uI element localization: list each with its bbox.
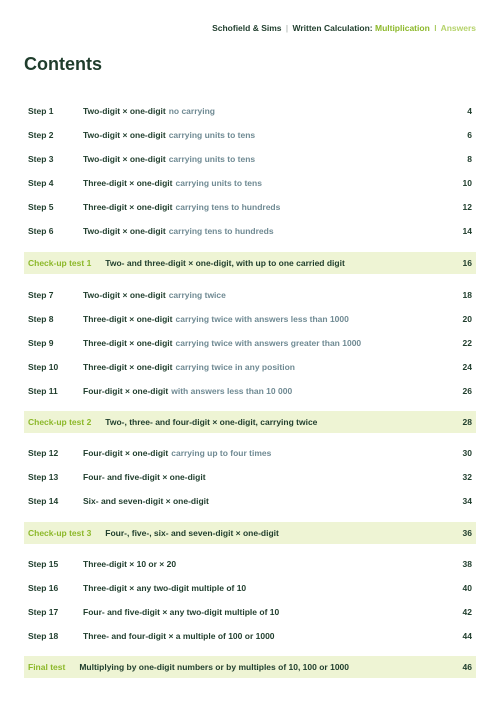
step-label: Step 7 bbox=[28, 290, 54, 300]
page-number: 36 bbox=[462, 528, 472, 538]
step-label: Step 6 bbox=[28, 226, 54, 236]
row-topic: Two-digit × one-digit bbox=[83, 154, 166, 164]
header-publisher: Schofield & Sims bbox=[212, 23, 282, 33]
page-number: 8 bbox=[467, 154, 472, 164]
row-topic: Three-digit × 10 or × 20 bbox=[83, 559, 177, 569]
checkup-label: Check-up test 1 bbox=[28, 258, 92, 268]
contents-row[interactable] bbox=[24, 124, 476, 146]
page-number: 46 bbox=[462, 662, 472, 672]
contents-row[interactable] bbox=[24, 625, 476, 647]
checkup-row[interactable] bbox=[24, 656, 476, 678]
contents-row[interactable] bbox=[24, 196, 476, 218]
running-header bbox=[212, 23, 476, 33]
contents-row[interactable] bbox=[24, 490, 476, 512]
checkup-row[interactable] bbox=[24, 522, 476, 544]
row-topic: Four-digit × one-digit bbox=[83, 448, 169, 458]
row-topic: Three- and four-digit × a multiple of 100 or 1000 bbox=[83, 631, 275, 641]
page-number: 12 bbox=[462, 202, 472, 212]
row-description: carrying tens to hundreds bbox=[175, 202, 281, 212]
step-label: Step 8 bbox=[28, 314, 54, 324]
page-number: 40 bbox=[462, 583, 472, 593]
step-label: Step 4 bbox=[28, 178, 54, 188]
row-topic: Four- and five-digit × any two-digit multiple of 10 bbox=[83, 607, 280, 617]
row-topic: Six- and seven-digit × one-digit bbox=[83, 496, 209, 506]
row-topic: Multiplying by one-digit numbers or by multiples of 10, 100 or 1000 bbox=[79, 662, 350, 672]
step-label: Step 17 bbox=[28, 607, 59, 617]
contents-row[interactable] bbox=[24, 148, 476, 170]
contents-row[interactable] bbox=[24, 284, 476, 306]
step-label: Step 5 bbox=[28, 202, 54, 212]
row-description: carrying twice with answers greater than 1000 bbox=[175, 338, 362, 348]
contents-row[interactable] bbox=[24, 172, 476, 194]
contents-row[interactable] bbox=[24, 601, 476, 623]
row-topic: Three-digit × one-digit bbox=[83, 178, 173, 188]
header-book: Answers bbox=[440, 23, 476, 33]
checkup-label: Check-up test 2 bbox=[28, 417, 92, 427]
page-number: 26 bbox=[462, 386, 472, 396]
step-label: Step 9 bbox=[28, 338, 54, 348]
contents-row[interactable] bbox=[24, 380, 476, 402]
contents-row[interactable] bbox=[24, 577, 476, 599]
page-number: 42 bbox=[462, 607, 472, 617]
page-number: 16 bbox=[462, 258, 472, 268]
page-number: 38 bbox=[462, 559, 472, 569]
checkup-label: Check-up test 3 bbox=[28, 528, 92, 538]
page-number: 28 bbox=[462, 417, 472, 427]
step-label: Step 10 bbox=[28, 362, 59, 372]
page-number: 20 bbox=[462, 314, 472, 324]
page-number: 6 bbox=[467, 130, 472, 140]
step-label: Step 14 bbox=[28, 496, 59, 506]
row-topic: Two-digit × one-digit bbox=[83, 106, 166, 116]
row-description: no carrying bbox=[168, 106, 215, 116]
row-description: with answers less than 10 000 bbox=[171, 386, 293, 396]
row-topic: Three-digit × any two-digit multiple of 10 bbox=[83, 583, 247, 593]
contents-row[interactable] bbox=[24, 220, 476, 242]
step-label: Step 3 bbox=[28, 154, 54, 164]
contents-row[interactable] bbox=[24, 332, 476, 354]
contents-row[interactable] bbox=[24, 466, 476, 488]
contents-row[interactable] bbox=[24, 553, 476, 575]
step-label: Step 1 bbox=[28, 106, 54, 116]
header-series: Written Calculation: bbox=[292, 23, 373, 33]
step-label: Step 15 bbox=[28, 559, 59, 569]
step-label: Step 11 bbox=[28, 386, 58, 396]
header-subject: Multiplication bbox=[374, 23, 430, 33]
step-label: Step 12 bbox=[28, 448, 59, 458]
header-separator: I bbox=[434, 23, 437, 33]
page-number: 22 bbox=[462, 338, 472, 348]
step-label: Step 16 bbox=[28, 583, 59, 593]
page-number: 30 bbox=[462, 448, 472, 458]
contents-row[interactable] bbox=[24, 356, 476, 378]
contents-row[interactable] bbox=[24, 308, 476, 330]
page-number: 32 bbox=[462, 472, 472, 482]
row-description: carrying twice bbox=[168, 290, 226, 300]
row-topic: Three-digit × one-digit bbox=[83, 314, 173, 324]
row-description: carrying tens to hundreds bbox=[168, 226, 274, 236]
checkup-label: Final test bbox=[28, 662, 66, 672]
row-topic: Four-digit × one-digit bbox=[83, 386, 169, 396]
row-description: carrying units to tens bbox=[175, 178, 262, 188]
row-topic: Four- and five-digit × one-digit bbox=[83, 472, 206, 482]
contents-row[interactable] bbox=[24, 100, 476, 122]
page-number: 4 bbox=[467, 106, 472, 116]
header-separator: | bbox=[285, 23, 289, 33]
row-topic: Two-digit × one-digit bbox=[83, 130, 166, 140]
page-number: 34 bbox=[462, 496, 472, 506]
row-topic: Three-digit × one-digit bbox=[83, 338, 173, 348]
row-topic: Two-digit × one-digit bbox=[83, 290, 166, 300]
row-description: carrying units to tens bbox=[168, 130, 256, 140]
checkup-row[interactable] bbox=[24, 252, 476, 274]
page-number: 10 bbox=[462, 178, 472, 188]
page-number: 18 bbox=[462, 290, 472, 300]
row-description: carrying twice in any position bbox=[175, 362, 295, 372]
row-description: carrying units to tens bbox=[168, 154, 256, 164]
page-title: Contents bbox=[24, 54, 102, 74]
row-topic: Three-digit × one-digit bbox=[83, 202, 173, 212]
row-topic: Two-, three- and four-digit × one-digit, carrying twice bbox=[105, 417, 318, 427]
row-topic: Three-digit × one-digit bbox=[83, 362, 173, 372]
page-number: 44 bbox=[462, 631, 472, 641]
contents-row[interactable] bbox=[24, 442, 476, 464]
row-topic: Two- and three-digit × one-digit, with up to one carried digit bbox=[105, 258, 345, 268]
page-number: 24 bbox=[462, 362, 472, 372]
step-label: Step 13 bbox=[28, 472, 59, 482]
step-label: Step 18 bbox=[28, 631, 59, 641]
row-description: carrying twice with answers less than 1000 bbox=[175, 314, 349, 324]
row-topic: Four-, five-, six- and seven-digit × one-digit bbox=[105, 528, 279, 538]
checkup-row[interactable] bbox=[24, 411, 476, 433]
row-topic: Two-digit × one-digit bbox=[83, 226, 166, 236]
page-number: 14 bbox=[462, 226, 472, 236]
step-label: Step 2 bbox=[28, 130, 54, 140]
row-description: carrying up to four times bbox=[171, 448, 272, 458]
